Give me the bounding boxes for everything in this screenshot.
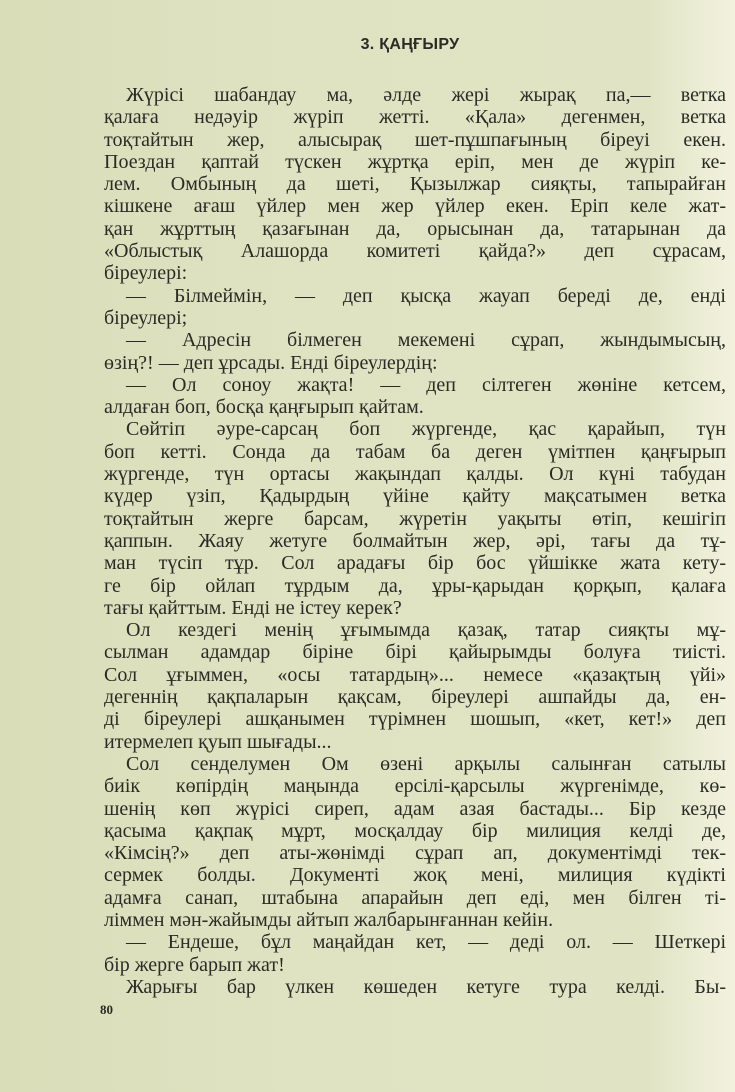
text-line: Сөйтіп әуре-сарсаң боп жүргенде, қас қарайып, түн xyxy=(126,418,726,441)
text-line: алдаған боп, босқа қаңғырып қайтам. xyxy=(104,396,424,419)
paragraph xyxy=(104,753,726,931)
text-line: — Адресін білмеген мекемені сұрап, жындымысың, xyxy=(126,329,726,352)
page-number: 80 xyxy=(100,1002,113,1017)
text-line: дегеннің қақпаларын қақсам, біреулері ашпайды да, ен- xyxy=(104,686,726,709)
text-line: — Білмеймін, — деп қысқа жауап береді де, енді xyxy=(126,284,726,307)
text-line: тағы қайттым. Енді не істеу керек? xyxy=(104,596,402,619)
text-line: сылман адамдар біріне бірі қайырымды болуға тиісті. xyxy=(104,641,726,664)
text-line: боп кетті. Сонда да табам ба деген үмітпен қаңғырып xyxy=(104,440,726,463)
text-line: ге бір ойлап тұрдым да, ұры-қарыдан қорқып, қалаға xyxy=(104,574,726,597)
page-body-text xyxy=(104,84,726,998)
paragraph xyxy=(104,84,726,285)
text-line: тоқтайтын жер, алысырақ шет-пұшпағының біреуі екен. xyxy=(104,128,726,151)
text-line: қаппын. Жаяу жетуге болмайтын жер, әрі, тағы да тұ- xyxy=(104,529,726,552)
text-line: Жарығы бар үлкен көшеден кетуге тура келді. Бы- xyxy=(126,975,726,998)
text-line: біреулері: xyxy=(104,262,188,285)
text-line: бір жерге барып жат! xyxy=(104,953,285,976)
text-line: жүргенде, түн ортасы жақындап қалды. Ол күні табудан xyxy=(104,463,726,486)
text-line: қан жұрттың қазағынан да, орысынан да, татарынан да xyxy=(104,217,726,240)
text-line: ман түсіп тұр. Сол арадағы бір бос үйшікке жата кету- xyxy=(104,552,726,575)
text-line: біреулері; xyxy=(104,306,188,329)
text-line: — Ол соноу жақта! — деп сілтеген жөніне кетсем, xyxy=(126,373,726,396)
text-line: шенің көп жүрісі сиреп, адам азая бастады... Бір кезде xyxy=(104,797,726,820)
text-line: Жүрісі шабандау ма, әлде жері жырақ па,— ветка xyxy=(126,84,726,106)
text-line: «Кімсің?» деп аты-жөнімді сұрап ап, документімді тек- xyxy=(104,842,726,865)
text-line: Сол ұғыммен, «осы татардың»... немесе «қазақтың үйі» xyxy=(104,663,726,686)
chapter-title: 3. ҚАҢҒЫРУ xyxy=(360,36,460,53)
paragraph xyxy=(104,619,726,753)
text-line: өзің?! — деп ұрсады. Енді біреулердің: xyxy=(104,351,438,374)
paragraph xyxy=(104,285,726,330)
text-line: лем. Омбының да шеті, Қызылжар сияқты, тапырайған xyxy=(104,173,726,196)
text-line: күдер үзіп, Қадырдың үйіне қайту мақсатымен ветка xyxy=(104,485,726,508)
text-line: ді біреулері ашқанымен түрімнен шошып, «кет, кет!» деп xyxy=(104,708,726,731)
text-line: тоқтайтын жерге барсам, жүретін уақыты өтіп, кешігіп xyxy=(104,507,726,530)
text-line: қалаға недәуір жүріп жетті. «Қала» дегенмен, ветка xyxy=(104,106,726,129)
paragraph xyxy=(104,931,726,976)
text-line: Ол кездегі менің ұғымымда қазақ, татар сияқты мұ- xyxy=(126,619,726,642)
paragraph xyxy=(104,418,726,619)
text-line: сермек болды. Документі жоқ мені, милиция күдікті xyxy=(104,864,726,887)
text-line: адамға санап, штабына апарайын деп еді, мен білген ті- xyxy=(104,886,726,909)
paragraph xyxy=(104,374,726,419)
text-line: — Ендеше, бұл маңайдан кет, — деді ол. — Шеткері xyxy=(126,931,726,954)
text-line: «Облыстық Алашорда комитеті қайда?» деп сұрасам, xyxy=(104,240,726,263)
text-line: биік көпірдің маңында ерсілі-қарсылы жүргенімде, кө- xyxy=(104,775,726,798)
text-line: ліммен мән-жайымды айтып жалбарынғаннан кейін. xyxy=(104,908,554,931)
text-line: кішкене ағаш үйлер мен жер үйлер екен. Еріп келе жат- xyxy=(104,195,726,218)
text-line: Поездан қаптай түскен жұртқа еріп, мен де жүріп ке- xyxy=(104,150,726,173)
paragraph xyxy=(104,329,726,374)
text-line: қасыма қақпақ мұрт, мосқалдау бір милиция келді де, xyxy=(104,819,726,842)
text-line: итермелеп қуып шығады... xyxy=(104,730,332,753)
text-line: Сол сенделумен Ом өзені арқылы салынған сатылы xyxy=(126,752,726,775)
paragraph xyxy=(104,976,726,998)
